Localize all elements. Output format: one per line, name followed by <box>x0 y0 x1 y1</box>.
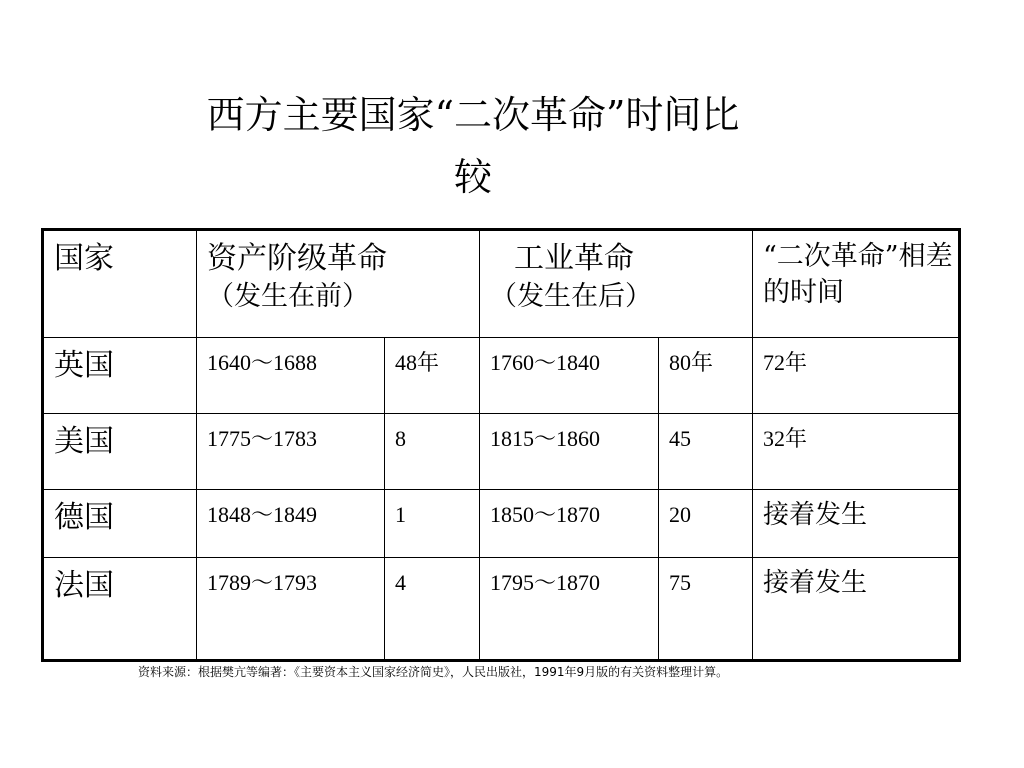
title-line-2: 较 <box>453 155 492 199</box>
cell-difference: 接着发生 <box>753 558 960 661</box>
cell-bourgeois-years: 4 <box>385 558 480 661</box>
cell-industrial-years: 80年 <box>659 338 753 414</box>
header-bourgeois-revolution <box>197 230 480 338</box>
cell-country: 法国 <box>43 558 197 661</box>
cell-industrial-years: 20 <box>659 490 753 558</box>
header-difference: “二次革命”相差的时间 <box>753 230 960 338</box>
page-title <box>128 84 818 208</box>
header-bourgeois-sub: （发生在前） <box>207 281 369 312</box>
cell-industrial-period: 1760～1840 <box>480 338 659 414</box>
cell-country: 美国 <box>43 414 197 490</box>
source-note: 资料来源：根据樊亢等编著：《主要资本主义国家经济简史》，人民出版社，1991年9月版的有关资料整理计算。 <box>138 665 729 679</box>
cell-bourgeois-years: 8 <box>385 414 480 490</box>
header-bourgeois-label: 资产阶级革命 <box>207 241 387 276</box>
comparison-table <box>41 228 961 662</box>
cell-bourgeois-years: 1 <box>385 490 480 558</box>
cell-difference: 32年 <box>753 414 960 490</box>
cell-industrial-years: 45 <box>659 414 753 490</box>
cell-industrial-period: 1795～1870 <box>480 558 659 661</box>
table-row <box>43 558 960 661</box>
table-row <box>43 414 960 490</box>
title-line-1: 西方主要国家“二次革命”时间比 <box>206 93 740 137</box>
cell-industrial-period: 1815～1860 <box>480 414 659 490</box>
cell-difference: 72年 <box>753 338 960 414</box>
header-industrial-label: 工业革命 <box>514 241 634 276</box>
header-industrial-sub: （发生在后） <box>490 281 652 312</box>
header-industrial-revolution <box>480 230 753 338</box>
cell-bourgeois-period: 1789～1793 <box>197 558 385 661</box>
cell-industrial-years: 75 <box>659 558 753 661</box>
table-row <box>43 490 960 558</box>
table-header-row <box>43 230 960 338</box>
cell-bourgeois-period: 1848～1849 <box>197 490 385 558</box>
header-country: 国家 <box>43 230 197 338</box>
cell-country: 德国 <box>43 490 197 558</box>
cell-bourgeois-period: 1640～1688 <box>197 338 385 414</box>
cell-bourgeois-period: 1775～1783 <box>197 414 385 490</box>
cell-industrial-period: 1850～1870 <box>480 490 659 558</box>
cell-bourgeois-years: 48年 <box>385 338 480 414</box>
cell-difference: 接着发生 <box>753 490 960 558</box>
table-row <box>43 338 960 414</box>
cell-country: 英国 <box>43 338 197 414</box>
